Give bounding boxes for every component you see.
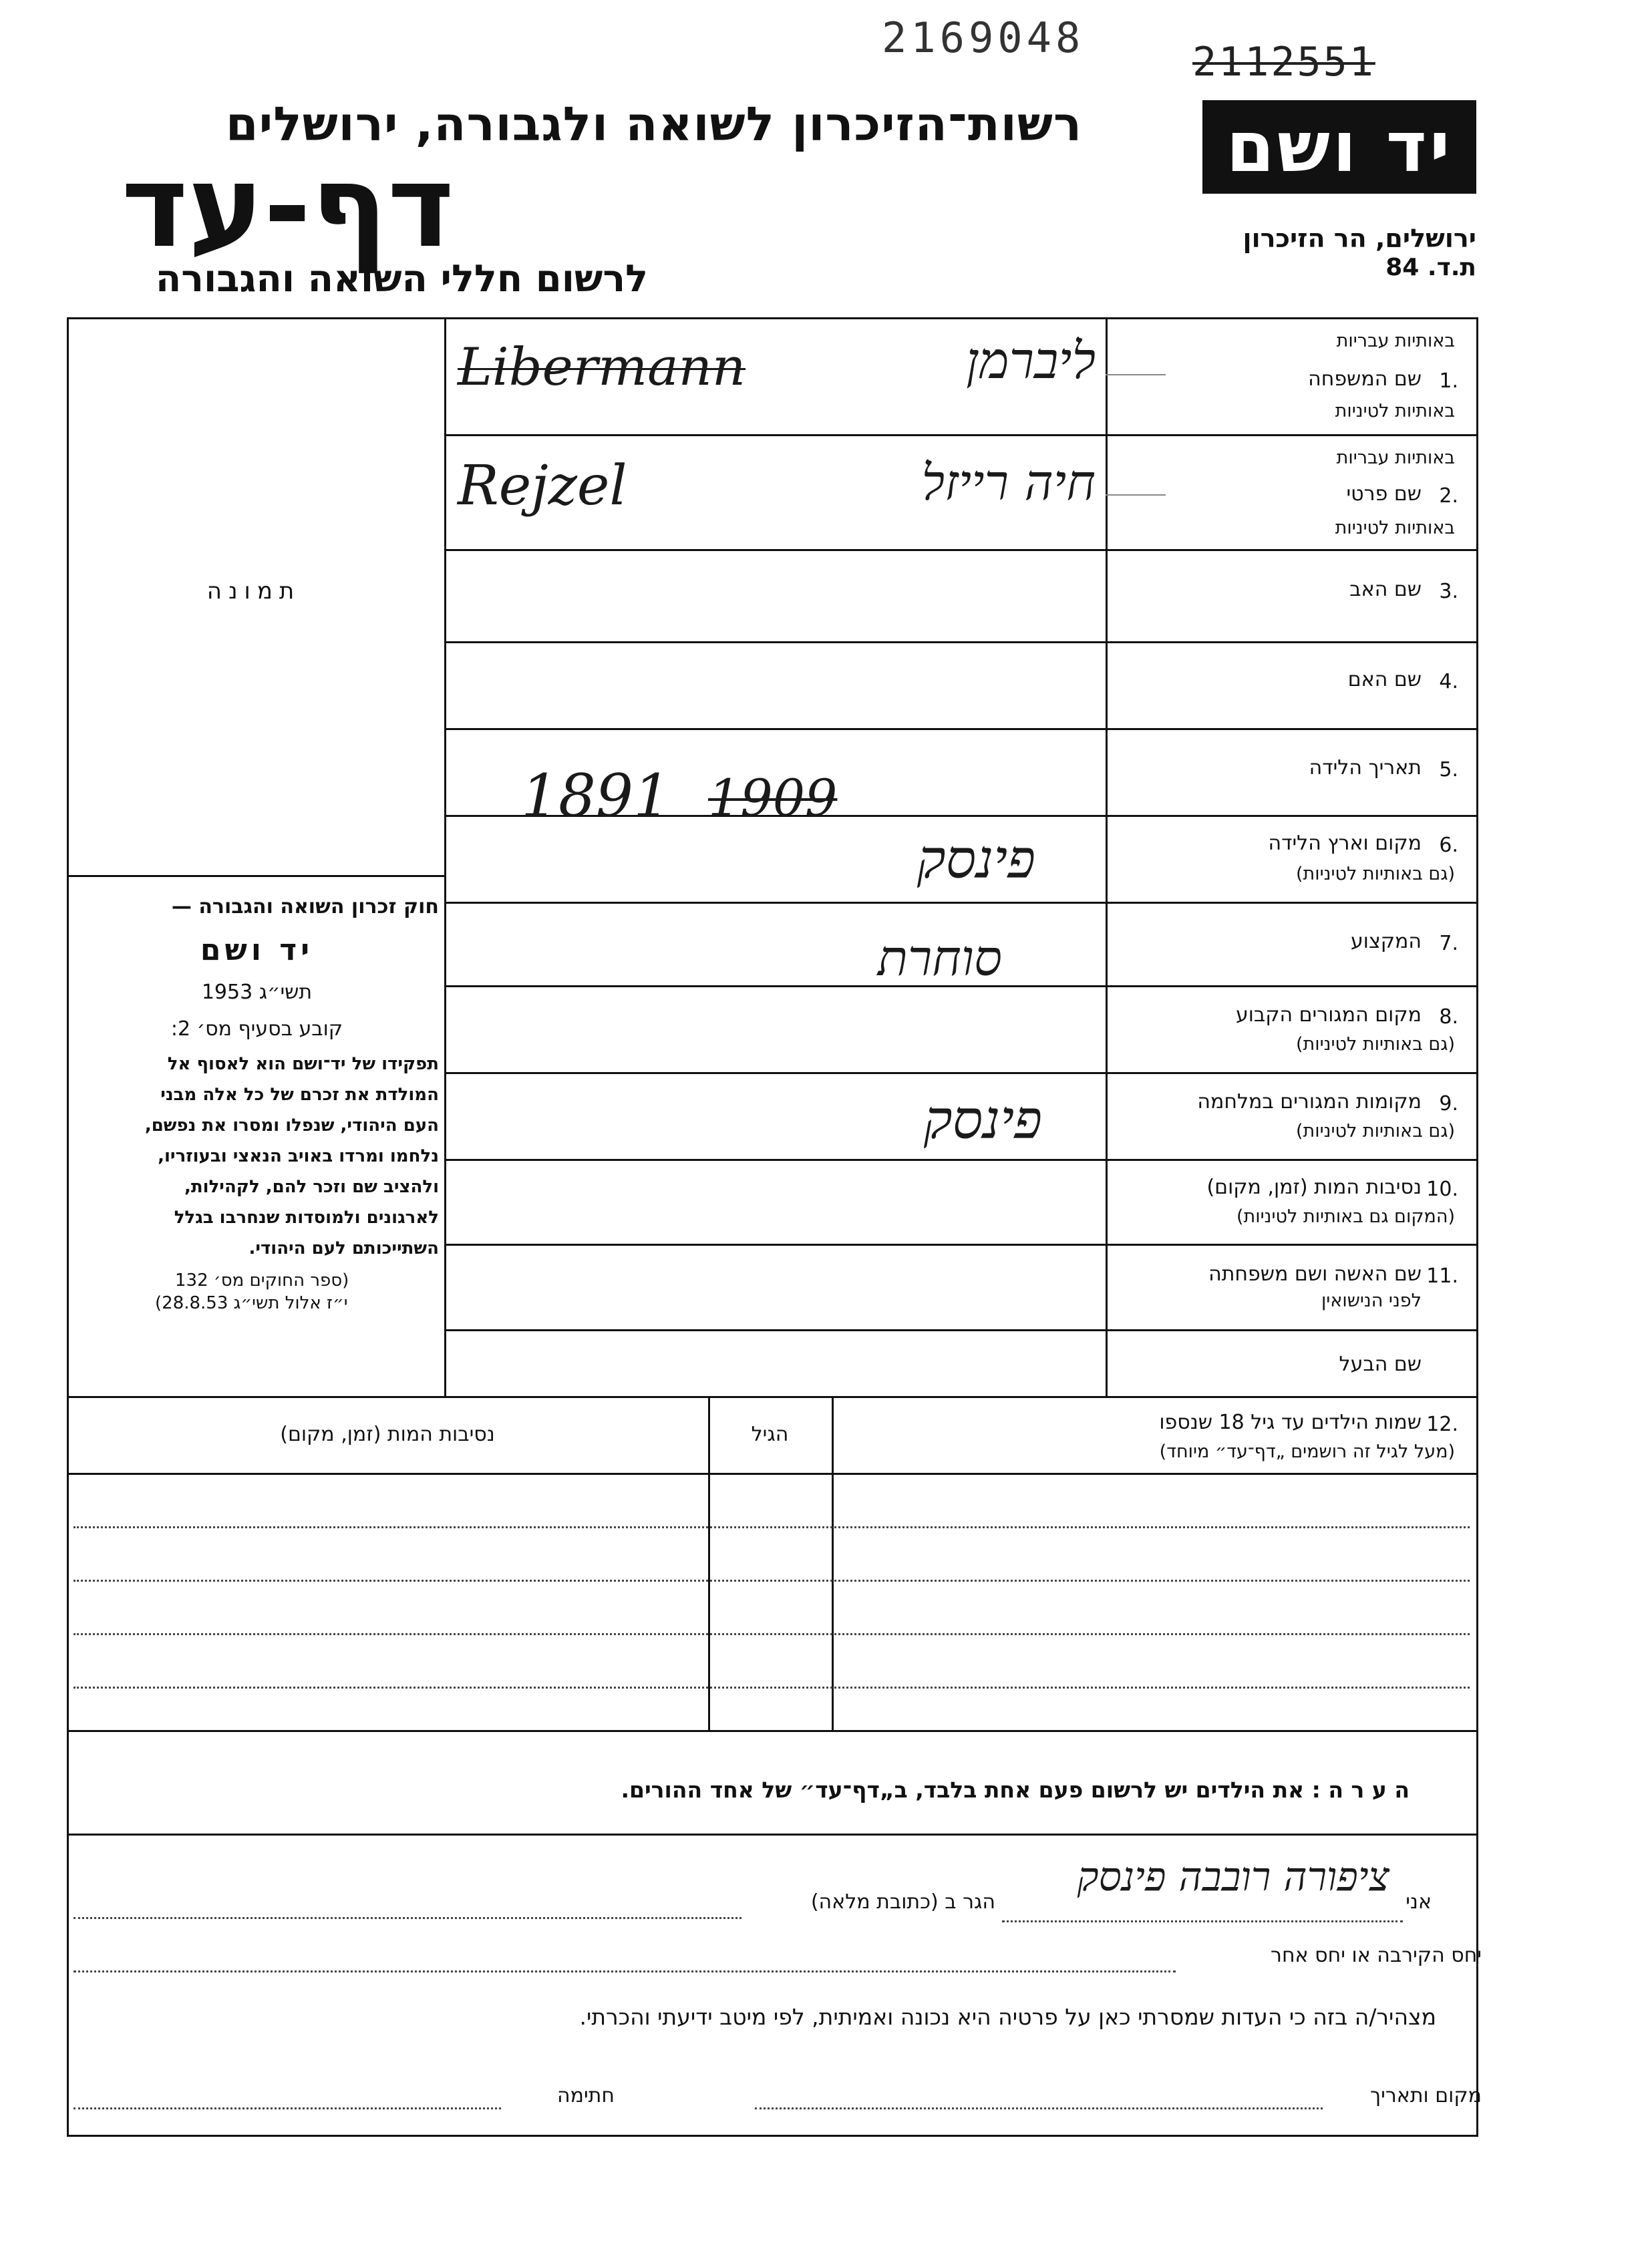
children-label: שמות הילדים עד גיל 18 שנספו xyxy=(1159,1411,1422,1434)
note-text: את הילדים יש לרשום פעם אחת בלבד, ב„דף־עד״ של אחד ההורים. xyxy=(621,1777,1305,1803)
law-reference-1: (ספר החוקים מס׳ 132 xyxy=(175,1270,349,1290)
address-line-1: ירושלים, הר הזיכרון xyxy=(1243,224,1476,253)
field-4-number: 4. xyxy=(1439,670,1458,693)
field-11-label: שם האשה ושם משפחתה xyxy=(1208,1262,1422,1286)
relation-line xyxy=(73,1970,1176,1972)
form-subtitle: לרשום חללי השואה והגבורה xyxy=(155,257,648,301)
law-year-number: 1953 xyxy=(201,981,253,1004)
field-6-number: 6. xyxy=(1439,834,1458,857)
signature-line xyxy=(73,2107,501,2109)
field-5-label: תאריך הלידה xyxy=(1309,756,1422,780)
law-line: נלחמו ומרדו באויב הנאצי ובעוזריו, xyxy=(158,1146,439,1166)
address-label: הגר ב (כתובת מלאה) xyxy=(810,1890,995,1914)
field-11-number: 11. xyxy=(1426,1264,1458,1288)
authority-name: רשות־הזיכרון לשואה ולגבורה, ירושלים xyxy=(225,97,1082,152)
surname-hebrew-value: ליברמן xyxy=(966,331,1096,390)
profession-value: סוחרת xyxy=(877,930,1002,987)
field-9-sub: (גם באותיות לטיניות) xyxy=(1295,1121,1455,1142)
field-8-label: מקום המגורים הקבוע xyxy=(1235,1003,1422,1027)
age-header: הגיל xyxy=(751,1423,789,1446)
field-9-number: 9. xyxy=(1439,1092,1458,1115)
field-2-sub-latin: באותיות לטיניות xyxy=(1335,518,1455,538)
children-sub: (מעל לגיל זה רושמים „דף־עד״ מיוחד) xyxy=(1159,1441,1455,1462)
law-line: המולדת את זכרם של כל אלה מבני xyxy=(160,1085,439,1105)
field-10-label: נסיבות המות (זמן, מקום) xyxy=(1206,1176,1422,1199)
field-2-sub-hebrew: באותיות עבריות xyxy=(1336,448,1455,468)
yad-vashem-logo xyxy=(1202,100,1476,194)
law-year xyxy=(75,981,439,1004)
field-2-label: שם פרטי xyxy=(1346,482,1422,506)
document-number: 2169048 xyxy=(882,13,1085,62)
field-5-number: 5. xyxy=(1439,758,1458,782)
field-2-number: 2. xyxy=(1439,484,1458,508)
logo-text: יד ושם xyxy=(1226,106,1453,188)
signature-label: חתימה xyxy=(556,2084,615,2107)
birthplace-value: פינסק xyxy=(917,828,1035,890)
field-3-label: שם האב xyxy=(1349,578,1422,601)
field-6-label: מקום וארץ הלידה xyxy=(1268,832,1422,855)
first-name-latin-value: Rejzel xyxy=(458,454,627,518)
child-row xyxy=(73,1580,1470,1582)
law-line: השתייכותם לעם היהודי. xyxy=(249,1238,439,1258)
address-line-2: ת.ד. 84 xyxy=(1385,254,1476,281)
law-reference-2: י״ז אלול תשי״ג 28.8.53) xyxy=(155,1293,348,1313)
death-circumstances-header: נסיבות המות (זמן, מקום) xyxy=(280,1423,495,1446)
declaration-statement: מצהיר/ה בזה כי העדות שמסרתי כאן על פרטיה היא נכונה ואמיתית, לפי מיטב ידיעתי והכרתי. xyxy=(579,2004,1436,2030)
law-line: לארגונים ולמוסדות שנחרבו בגלל xyxy=(174,1208,439,1228)
wartime-residence-value: פינסק xyxy=(923,1089,1042,1151)
field-4-label: שם האם xyxy=(1347,668,1422,691)
field-7-label: המקצוע xyxy=(1350,930,1422,953)
field-8-number: 8. xyxy=(1439,1005,1458,1029)
note-label: ה ע ר ה : xyxy=(1311,1777,1410,1803)
first-name-hebrew-value: חיה רייזל xyxy=(921,454,1096,512)
law-line: תפקידו של יד־ושם הוא לאסוף אל xyxy=(167,1054,439,1074)
law-line: ולהציב שם וזכר להם, לקהילות, xyxy=(184,1177,439,1197)
surname-latin-value: Libermann xyxy=(458,337,746,397)
law-name: יד ושם xyxy=(200,933,314,967)
relation-label: יחס הקירבה או יחס אחר xyxy=(1271,1944,1482,1967)
field-6-sub: (גם באותיות לטיניות) xyxy=(1295,864,1455,884)
field-10-sub: (המקום גם באותיות לטיניות) xyxy=(1236,1206,1455,1227)
birth-year-value: 1891 xyxy=(521,761,671,830)
children-number: 12. xyxy=(1426,1413,1458,1436)
place-date-label: מקום ותאריך xyxy=(1370,2084,1482,2107)
law-box xyxy=(75,895,439,1313)
field-8-sub: (גם באותיות לטיניות) xyxy=(1295,1034,1455,1055)
address-line xyxy=(73,1917,741,1919)
child-row xyxy=(73,1687,1470,1689)
law-line: העם היהודי, שנפלו ומסרו את נפשם, xyxy=(144,1115,439,1136)
child-row xyxy=(73,1633,1470,1635)
husband-name-label: שם הבעל xyxy=(1339,1353,1422,1376)
struck-document-number: 2112551 xyxy=(1192,39,1375,85)
field-3-number: 3. xyxy=(1439,580,1458,603)
law-title: חוק זכרון השואה והגבורה — xyxy=(171,895,439,918)
declaration-ani: אני xyxy=(1406,1890,1432,1914)
field-9-label: מקומות המגורים במלחמה xyxy=(1197,1090,1422,1113)
signer-name-value: ציפורה רובבה פינסק xyxy=(1077,1854,1389,1900)
field-1-number: 1. xyxy=(1439,369,1458,393)
note-row xyxy=(73,1777,1410,1803)
field-1-sub-latin: באותיות לטיניות xyxy=(1335,401,1455,421)
photo-label: תמונה xyxy=(206,578,301,605)
field-10-number: 10. xyxy=(1426,1178,1458,1201)
field-1-sub-hebrew: באותיות עבריות xyxy=(1336,331,1455,351)
place-date-line xyxy=(755,2107,1323,2109)
field-7-number: 7. xyxy=(1439,932,1458,955)
form-title: דף-עד xyxy=(121,141,454,273)
birth-year-struck-value: 1909 xyxy=(708,768,838,828)
field-1-label: שם המשפחה xyxy=(1308,367,1422,391)
law-section: קובע בסעיף מס׳ 2: xyxy=(170,1017,343,1041)
law-paragraph xyxy=(75,1049,439,1264)
field-11-sub: לפני הנישואין xyxy=(1321,1290,1422,1311)
child-row xyxy=(73,1526,1470,1528)
law-year-hebrew: תשי״ג xyxy=(259,981,313,1004)
